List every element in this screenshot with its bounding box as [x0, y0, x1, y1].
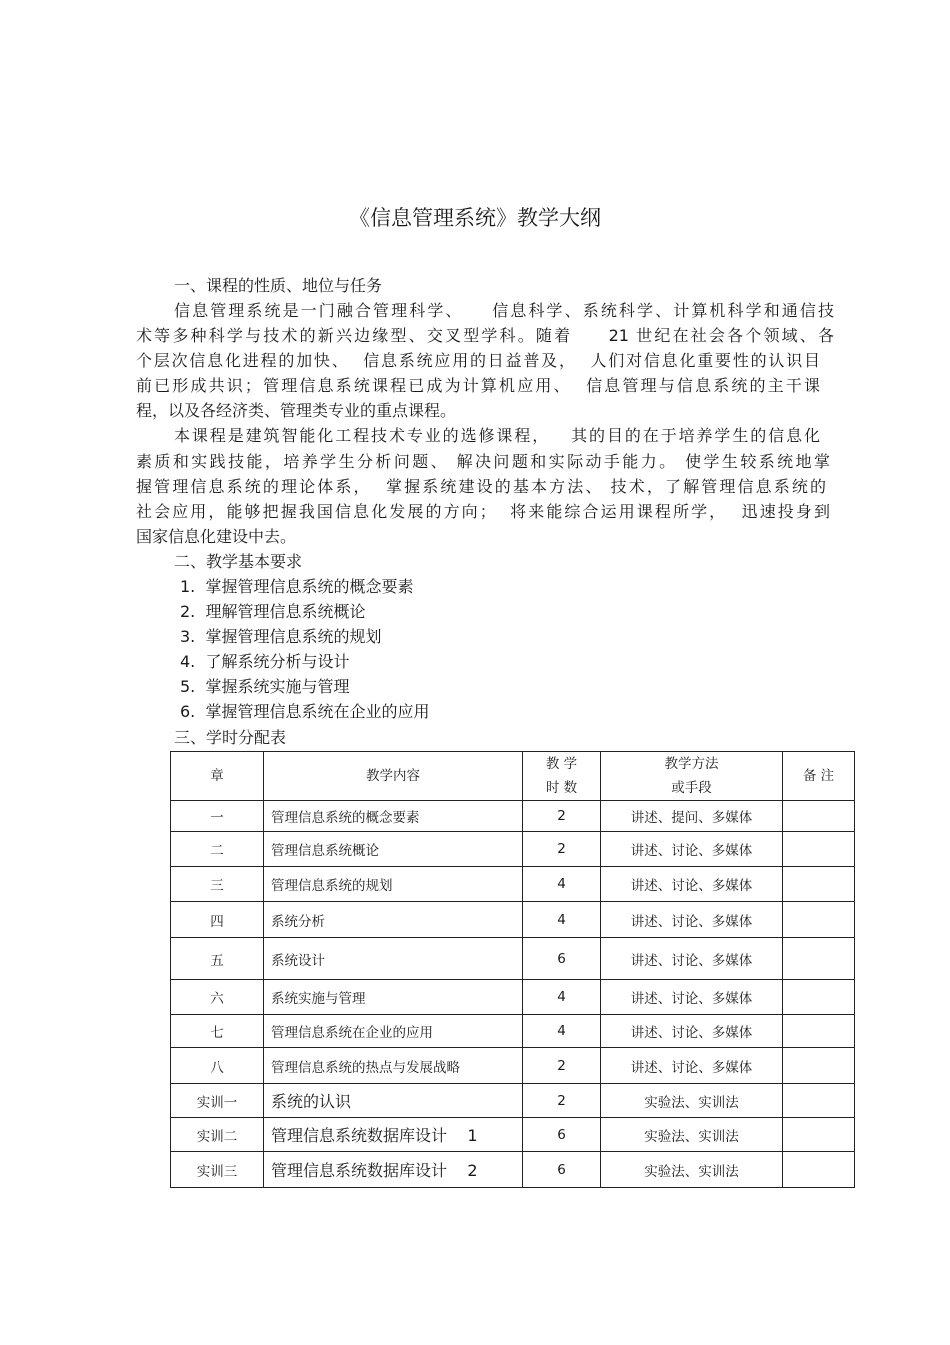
table-row [171, 1084, 855, 1118]
requirement-item: 4. 了解系统分析与设计 [180, 652, 350, 671]
requirement-item: 2. 理解管理信息系统概论 [180, 602, 366, 621]
header-method-line2: 或手段 [671, 780, 712, 796]
requirement-item: 5. 掌握系统实施与管理 [180, 677, 350, 696]
cell-chapter: 八 [171, 1048, 264, 1084]
cell-method: 实验法、实训法 [601, 1152, 783, 1188]
requirement-item: 6. 掌握管理信息系统在企业的应用 [180, 702, 430, 721]
cell-method: 讲述、提问、多媒体 [601, 801, 783, 832]
cell-hours: 2 [523, 801, 601, 832]
cell-content: 管理信息系统概论 [264, 832, 523, 867]
table-row [171, 1015, 855, 1048]
cell-note [783, 938, 855, 980]
paragraph-line: 前已形成共识；管理信息系统课程已成为计算机应用、 信息管理与信息系统的主干课 [136, 376, 820, 395]
cell-content: 管理信息系统的概念要素 [264, 801, 523, 832]
cell-note [783, 832, 855, 867]
table-header-row [171, 752, 855, 801]
cell-method: 讲述、讨论、多媒体 [601, 867, 783, 902]
cell-hours: 4 [523, 902, 601, 938]
header-chapter: 章 [171, 752, 264, 801]
cell-method: 讲述、讨论、多媒体 [601, 902, 783, 938]
section-heading-1: 一、课程的性质、地位与任务 [174, 276, 383, 295]
cell-chapter: 四 [171, 902, 264, 938]
header-hours-line1: 教 学 [545, 756, 578, 772]
cell-hours: 2 [523, 1048, 601, 1084]
paragraph-line: 国家信息化建设中去。 [136, 527, 297, 546]
cell-hours: 6 [523, 1118, 601, 1152]
cell-content: 系统实施与管理 [264, 980, 523, 1015]
cell-hours: 2 [523, 832, 601, 867]
cell-method: 讲述、讨论、多媒体 [601, 938, 783, 980]
header-content: 教学内容 [264, 752, 523, 801]
cell-note [783, 1048, 855, 1084]
cell-hours: 4 [523, 867, 601, 902]
cell-content: 管理信息系统在企业的应用 [264, 1015, 523, 1048]
table-row [171, 1152, 855, 1188]
cell-method: 实验法、实训法 [601, 1118, 783, 1152]
requirement-item: 3. 掌握管理信息系统的规划 [180, 627, 382, 646]
cell-chapter: 七 [171, 1015, 264, 1048]
section-heading-2: 二、教学基本要求 [174, 552, 303, 571]
requirement-item: 1. 掌握管理信息系统的概念要素 [180, 577, 414, 596]
table-row [171, 832, 855, 867]
cell-method: 讲述、讨论、多媒体 [601, 1015, 783, 1048]
header-method [601, 752, 783, 801]
table-row [171, 867, 855, 902]
cell-note [783, 1015, 855, 1048]
table-row [171, 980, 855, 1015]
header-method-line1: 教学方法 [664, 756, 719, 772]
hours-allocation-table [170, 751, 855, 1188]
cell-content: 系统设计 [264, 938, 523, 980]
header-hours [523, 752, 601, 801]
cell-note [783, 902, 855, 938]
paragraph-line: 信息管理系统是一门融合管理科学、 信息科学、系统科学、计算机科学和通信技 [174, 301, 834, 320]
paragraph-line: 术等多种科学与技术的新兴边缘型、交叉型学科。随着 21 世纪在社会各个领域、各 [136, 326, 834, 345]
cell-method: 讲述、讨论、多媒体 [601, 980, 783, 1015]
table-row [171, 1118, 855, 1152]
table-row [171, 938, 855, 980]
table-row [171, 902, 855, 938]
paragraph-line: 程，以及各经济类、管理类专业的重点课程。 [136, 401, 457, 420]
cell-method: 讲述、讨论、多媒体 [601, 832, 783, 867]
cell-hours: 4 [523, 980, 601, 1015]
cell-chapter: 实训一 [171, 1084, 264, 1118]
cell-method: 讲述、讨论、多媒体 [601, 1048, 783, 1084]
header-hours-line2: 时 数 [545, 780, 578, 796]
cell-chapter: 五 [171, 938, 264, 980]
paragraph-line: 社会应用，能够把握我国信息化发展的方向； 将来能综合运用课程所学， 迅速投身到 [136, 502, 830, 521]
cell-content: 系统的认识 [264, 1084, 523, 1118]
cell-chapter: 实训三 [171, 1152, 264, 1188]
section-heading-3: 三、学时分配表 [174, 728, 287, 747]
cell-hours: 6 [523, 1152, 601, 1188]
cell-content: 管理信息系统的热点与发展战略 [264, 1048, 523, 1084]
cell-hours: 6 [523, 938, 601, 980]
table-row [171, 1048, 855, 1084]
cell-content: 管理信息系统数据库设计 2 [264, 1152, 523, 1188]
cell-hours: 4 [523, 1015, 601, 1048]
cell-content: 管理信息系统的规划 [264, 867, 523, 902]
cell-note [783, 801, 855, 832]
cell-chapter: 一 [171, 801, 264, 832]
cell-chapter: 三 [171, 867, 264, 902]
header-note: 备 注 [783, 752, 855, 801]
cell-note [783, 980, 855, 1015]
cell-content: 管理信息系统数据库设计 1 [264, 1118, 523, 1152]
cell-hours: 2 [523, 1084, 601, 1118]
document-title: 《信息管理系统》教学大纲 [349, 206, 601, 230]
cell-chapter: 实训二 [171, 1118, 264, 1152]
cell-note [783, 1084, 855, 1118]
paragraph-line: 握管理信息系统的理论体系， 掌握系统建设的基本方法、 技术，了解管理信息系统的 [136, 477, 826, 496]
paragraph-line: 素质和实践技能，培养学生分析问题、 解决问题和实际动手能力。 使学生较系统地掌 [136, 452, 830, 471]
cell-method: 实验法、实训法 [601, 1084, 783, 1118]
cell-content: 系统分析 [264, 902, 523, 938]
paragraph-line: 个层次信息化进程的加快、 信息系统应用的日益普及， 人们对信息化重要性的认识目 [136, 351, 820, 370]
cell-chapter: 六 [171, 980, 264, 1015]
cell-chapter: 二 [171, 832, 264, 867]
table-row [171, 801, 855, 832]
cell-note [783, 1152, 855, 1188]
cell-note [783, 1118, 855, 1152]
cell-note [783, 867, 855, 902]
paragraph-line: 本课程是建筑智能化工程技术专业的选修课程， 其的目的在于培养学生的信息化 [174, 426, 820, 445]
